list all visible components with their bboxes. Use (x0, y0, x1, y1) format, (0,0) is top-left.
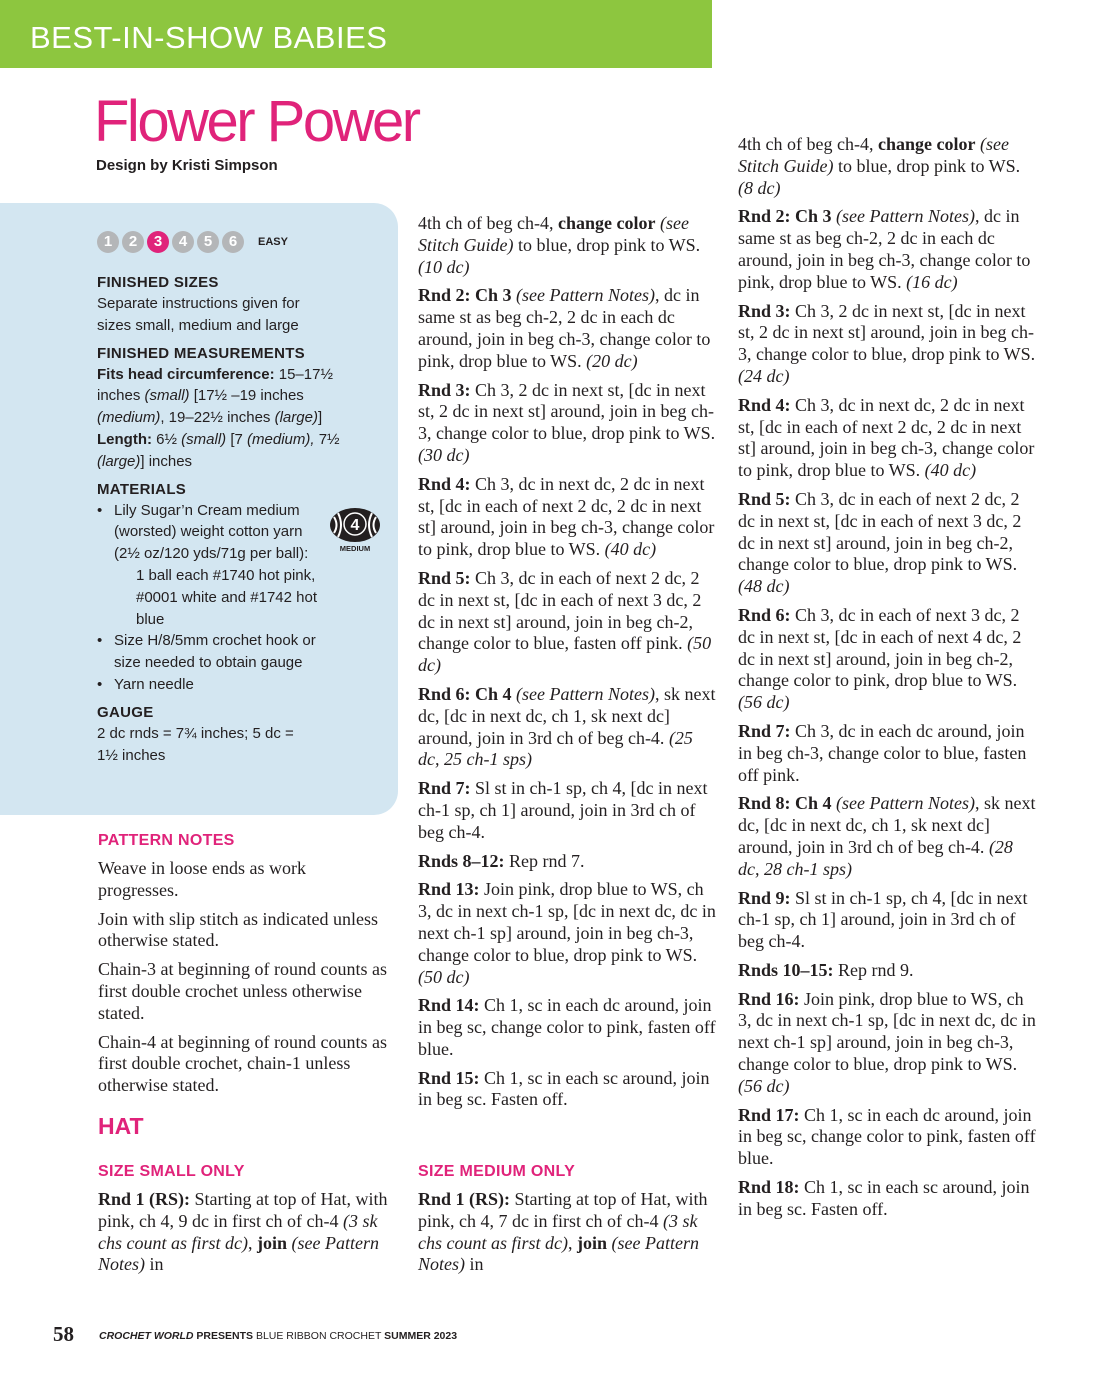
measurements-heading: FINISHED MEASUREMENTS (97, 344, 305, 362)
skill-dot: 2 (122, 231, 144, 253)
measurements-length: Length: 6½ (small) [7 (medium), 7½ (large)] inches (97, 430, 340, 470)
gauge-text: 2 dc rnds = 7¾ inches; 5 dc = 1½ inches (97, 724, 294, 764)
page-title: Flower Power (94, 89, 419, 154)
yarn-skein-icon (328, 505, 382, 553)
round-3: Rnd 3: Ch 3, 2 dc in next st, [dc in next st, 2 dc in next st] around, join in beg ch-3, change color to blue, drop pink to WS. (30 dc) (418, 379, 716, 465)
materials-heading: MATERIALS (97, 480, 187, 498)
round-1-small: Rnd 1 (RS): Starting at top of Hat, with pink, ch 4, 9 dc in first ch of ch-4 (3 sk chs count as first dc), join (see Pattern Notes) in (98, 1189, 388, 1275)
yarn-weight-number: 4 (350, 517, 360, 534)
round-6: Rnd 6: Ch 3, dc in each of next 3 dc, 2 dc in next st, [dc in each of next 4 dc, 2 dc in next st] around, join in beg ch-2, change color to pink, drop blue to WS. (56 dc) (738, 604, 1022, 713)
round-15: Rnd 15: Ch 1, sc in each sc around, join in beg sc. Fasten off. (418, 1067, 710, 1110)
footer-credit: CROCHET WORLD PRESENTS BLUE RIBBON CROCHET SUMMER 2023 (99, 1330, 458, 1342)
skill-dot: 5 (197, 231, 219, 253)
round-7: Rnd 7: Ch 3, dc in each dc around, join in beg ch-3, change color to blue, fasten off pink. (738, 720, 1027, 785)
size-small-heading: SIZE SMALL ONLY (98, 1163, 245, 1180)
size-small-instructions (98, 1189, 388, 1283)
round-3: Rnd 3: Ch 3, 2 dc in next st, [dc in next st, 2 dc in next st] around, join in beg ch-3, change color to blue, drop pink to WS. (24 dc) (738, 300, 1036, 386)
measurements-fits: Fits head circumference: 15–17½ inches (small) [17½ –19 inches (medium), 19–22½ inches (large)] (97, 365, 333, 427)
round-17: Rnd 17: Ch 1, sc in each dc around, join in beg sc, change color to pink, fasten off blue. (738, 1104, 1036, 1169)
skill-dot-active: 3 (147, 231, 169, 253)
round-4: Rnd 4: Ch 3, dc in next dc, 2 dc in next st, [dc in each of next 2 dc, 2 dc in next st] around, join in beg ch-3, change color to pink, drop blue to WS. (40 dc) (738, 394, 1035, 481)
finished-sizes-heading: FINISHED SIZES (97, 274, 219, 291)
round-9: Rnd 9: Sl st in ch-1 sp, ch 4, [dc in next ch-1 sp, ch 1] around, join in 3rd ch of beg ch-4. (738, 887, 1028, 952)
round-16: Rnd 16: Join pink, drop blue to WS, ch 3, dc in next ch-1 sp, [dc in next dc, dc in next ch-1 sp] around, join in beg ch-3, change color to blue, drop pink to WS. (56 dc) (738, 988, 1036, 1096)
column-3 (738, 134, 1038, 1228)
round-2: Rnd 2: Ch 3 (see Pattern Notes), dc in same st as beg ch-2, 2 dc in each dc around, join in beg ch-3, change color to pink, drop blue to WS. (16 dc) (738, 206, 1031, 292)
skill-dot: 6 (222, 231, 244, 253)
round-5: Rnd 5: Ch 3, dc in each of next 2 dc, 2 dc in next st, [dc in each of next 3 dc, 2 dc in next st] around, join in beg ch-2, change color to blue, fasten off pink. (50 dc) (418, 567, 712, 676)
yarn-weight-icon (328, 505, 382, 553)
banner-title: BEST-IN-SHOW BABIES (30, 20, 388, 55)
size-medium-heading: SIZE MEDIUM ONLY (418, 1163, 576, 1180)
size-medium-instructions (418, 1189, 708, 1283)
note-item: Chain-4 at beginning of round counts as first double crochet, chain-1 unless otherwise stated. (98, 1031, 387, 1096)
finished-sizes-text: Separate instructions given for sizes small, medium and large (97, 295, 300, 334)
skill-dot: 4 (172, 231, 194, 253)
materials-item: • Yarn needle (97, 674, 387, 696)
round-2: Rnd 2: Ch 3 (see Pattern Notes), dc in same st as beg ch-2, 2 dc in each dc around, join in beg ch-3, change color to pink, drop blue to WS. (20 dc) (418, 285, 711, 371)
round-18: Rnd 18: Ch 1, sc in each sc around, join in beg sc. Fasten off. (738, 1177, 1030, 1219)
rounds-10-15: Rnds 10–15: Rep rnd 9. (738, 959, 914, 980)
page-number: 58 (53, 1322, 74, 1346)
note-item: Chain-3 at beginning of round counts as first double crochet unless otherwise stated. (98, 959, 387, 1023)
section-banner (0, 0, 712, 68)
hat-heading: HAT (98, 1113, 144, 1139)
round-14: Rnd 14: Ch 1, sc in each dc around, join in beg sc, change color to pink, fasten off blue. (418, 995, 716, 1059)
materials-subitem: 1 ball each #1740 hot pink, #0001 white and #1742 hot blue (136, 566, 317, 628)
round-7: Rnd 7: Sl st in ch-1 sp, ch 4, [dc in next ch-1 sp, ch 1] around, join in 3rd ch of beg ch-4. (418, 778, 708, 842)
round-1-cont: 4th ch of beg ch-4, change color (see Stitch Guide) to blue, drop pink to WS. (8 dc) (738, 134, 1021, 198)
materials-item: • Lily Sugar’n Cream medium (worsted) weight cotton yarn (2½ oz/120 yds/71g per ball): (97, 500, 324, 565)
materials-item: • Size H/8/5mm crochet hook or size needed to obtain gauge (97, 630, 344, 674)
round-6: Rnd 6: Ch 4 (see Pattern Notes), sk next dc, [dc in next dc, ch 1, sk next dc] around, join in 3rd ch of beg ch-4. (25 dc, 25 ch-1 sps) (418, 683, 716, 770)
round-1-cont: 4th ch of beg ch-4, change color (see Stitch Guide) to blue, drop pink to WS. (10 dc) (418, 213, 701, 277)
skill-label: EASY (258, 236, 288, 248)
note-item: Weave in loose ends as work progresses. (98, 858, 306, 900)
skill-dot: 1 (97, 231, 119, 253)
column-2 (418, 213, 716, 1118)
round-8: Rnd 8: Ch 4 (see Pattern Notes), sk next dc, [dc in next dc, ch 1, sk next dc] around, join in 3rd ch of beg ch-4. (28 dc, 28 ch-1 sps) (738, 793, 1036, 879)
round-1-medium: Rnd 1 (RS): Starting at top of Hat, with pink, ch 4, 7 dc in first ch of ch-4 (3 sk chs count as first dc), join (see Pattern Notes) in (418, 1189, 708, 1275)
pattern-notes (98, 858, 388, 1104)
note-item: Join with slip stitch as indicated unless otherwise stated. (98, 908, 378, 951)
yarn-weight-label: MEDIUM (339, 544, 371, 553)
rounds-8-12: Rnds 8–12: Rep rnd 7. (418, 850, 585, 871)
designer-credit: Design by Kristi Simpson (96, 157, 278, 174)
round-13: Rnd 13: Join pink, drop blue to WS, ch 3, dc in next ch-1 sp, [dc in next dc, dc in next ch-1 sp] around, join in beg ch-3, change color to blue, drop pink to WS. (50 dc) (418, 879, 716, 987)
gauge-heading: GAUGE (97, 703, 154, 721)
round-4: Rnd 4: Ch 3, dc in next dc, 2 dc in next st, [dc in each of next 2 dc, 2 dc in next st] around, join in beg ch-3, change color to pink, drop blue to WS. (40 dc) (418, 473, 715, 560)
pattern-notes-heading: PATTERN NOTES (98, 832, 235, 849)
round-5: Rnd 5: Ch 3, dc in each of next 2 dc, 2 dc in next st, [dc in each of next 3 dc, 2 dc in next st] around, join in beg ch-2, change color to blue, drop pink to WS. (48 dc) (738, 488, 1022, 597)
